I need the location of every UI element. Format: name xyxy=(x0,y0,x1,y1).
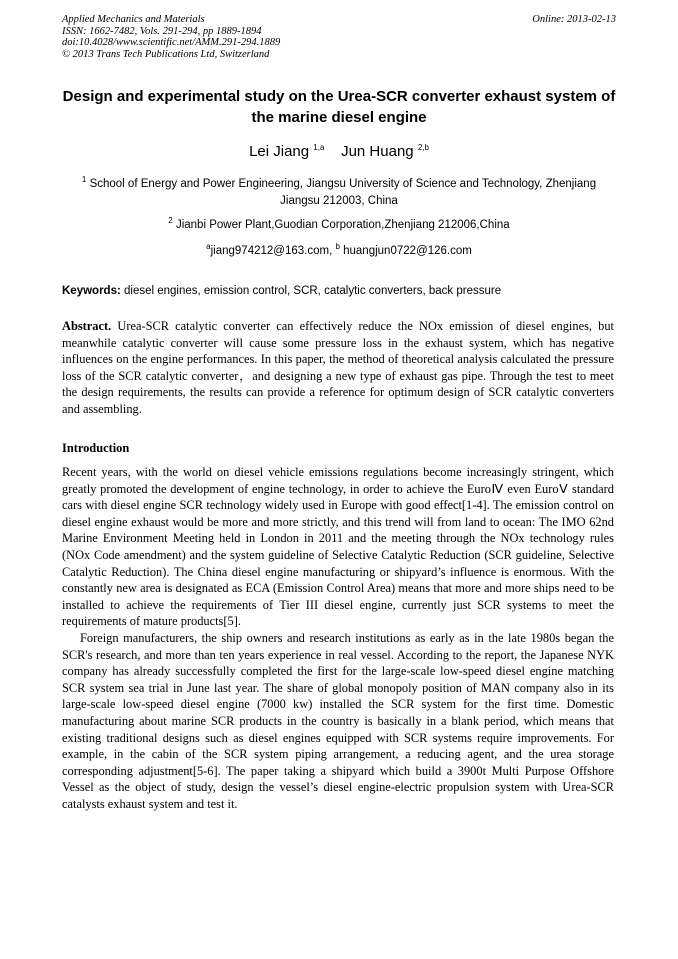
introduction-paragraph-1: Recent years, with the world on diesel vehicle emissions regulations become increasingly stringent, which greatly promoted the development of engine technology, in order to achieve the EuroⅣ even EuroⅤ standard cars with diesel engine SCR technology widely used in Europe with good effect[1-4]. The emission control on diesel engine exhaust would be more and more strictly, and this trend will from land to ocean: The IMO 62nd Marine Environment Meeting held in London in 2011 and the meeting through the NOx technology rules (NOx Code amendment) and the system guideline of Selective Catalytic Reduction (SCR guideline, Selective Catalytic Reduction). The China diesel engine manufacturing or shipyard’s influence is enormous. With the constantly new area is designated as ECA (Emission Control Area) means that more and more ships need to be installed to achieve the requirements of Tier III diesel engine, currently just SCR systems to meet the requirements of mature products[5]. xyxy=(62,465,614,629)
keywords-label: Keywords: xyxy=(62,285,121,297)
journal-name: Applied Mechanics and Materials xyxy=(62,14,205,25)
online-date: Online: 2013-02-13 xyxy=(532,14,616,25)
journal-header xyxy=(62,14,280,60)
affiliation-1-text: School of Energy and Power Engineering, Jiangsu University of Science and Technology, Zhenjiang Jiangsu 212003, China xyxy=(89,178,597,207)
affiliation-2-text: Jianbi Power Plant,Guodian Corporation,Zhenjiang 212006,China xyxy=(175,219,510,231)
introduction-paragraph-2: Foreign manufacturers, the ship owners and research institutions as early as in the late 1980s began the SCR's research, and more than ten years experience in real vessel. According to the report, the Japanese NYK company has already successfully completed the first for the large-scale low-speed diesel engine matching SCR system sea trial in June last year. The share of global monopoly position of MAN company also in its large-scale low-speed diesel engine (7000 kw) installed the SCR system for the first time. Domestic manufacturing about marine SCR products in the country is basically in a blank period, which means that existing traditional designs such as diesel engines equipped with SCR systems require improvements. For example, in the cabin of the SCR system piping arrangement, a reducing agent, and the urea storage corresponding adjustment[5-6]. The paper taking a shipyard which build a 3900t Multi Purpose Offshore Vessel as the object of study, design the vessel’s diesel engine-electric propulsion system with Urea-SCR catalysts exhaust system and test it. xyxy=(62,630,614,811)
keywords xyxy=(62,283,616,299)
issn-line: ISSN: 1662-7482, Vols. 291-294, pp 1889-1894 xyxy=(62,25,262,37)
affiliation-2 xyxy=(62,217,616,234)
author-2-sup: 2,b xyxy=(417,143,429,152)
abstract-label: Abstract. xyxy=(62,319,112,333)
author-line xyxy=(62,142,616,162)
email-a-sup: a xyxy=(206,242,211,252)
abstract xyxy=(62,318,614,418)
doi-line: doi:10.4028/www.scientific.net/AMM.291-294.1889 xyxy=(62,37,281,48)
email-b[interactable]: huangjun0722@126.com xyxy=(343,245,472,257)
author-2: Jun Huang xyxy=(341,143,414,160)
abstract-text: Urea-SCR catalytic converter can effectively reduce the NOx emission of diesel engines, but meanwhile catalytic converter will cause some pressure loss in the exhaust system, which has negative influences on the engine performances. In this paper, the method of theoretical analysis calculated the pressure loss of the SCR catalytic converter，and designing a new type of exhaust gas pipe. Through the test to meet the design requirements, the results can provide a reference for optimum design of SCR catalytic converters and assembling. xyxy=(62,319,614,416)
author-1: Lei Jiang xyxy=(249,143,310,160)
author-1-sup: 1,a xyxy=(313,143,325,152)
affiliation-2-sup: 2 xyxy=(168,216,173,226)
paper-title: Design and experimental study on the Urea-SCR converter exhaust system of the marine diesel engine xyxy=(62,88,616,126)
affiliation-1-sup: 1 xyxy=(81,175,87,185)
email-line xyxy=(62,243,616,260)
email-b-sup: b xyxy=(335,242,340,252)
copyright-line: © 2013 Trans Tech Publications Ltd, Switzerland xyxy=(62,48,270,60)
introduction-heading: Introduction xyxy=(62,441,130,455)
introduction-body xyxy=(62,464,614,812)
email-a[interactable]: jiang974212@163.com, xyxy=(210,245,333,257)
affiliation-1 xyxy=(62,176,616,210)
keywords-text: diesel engines, emission control, SCR, catalytic converters, back pressure xyxy=(124,285,502,297)
